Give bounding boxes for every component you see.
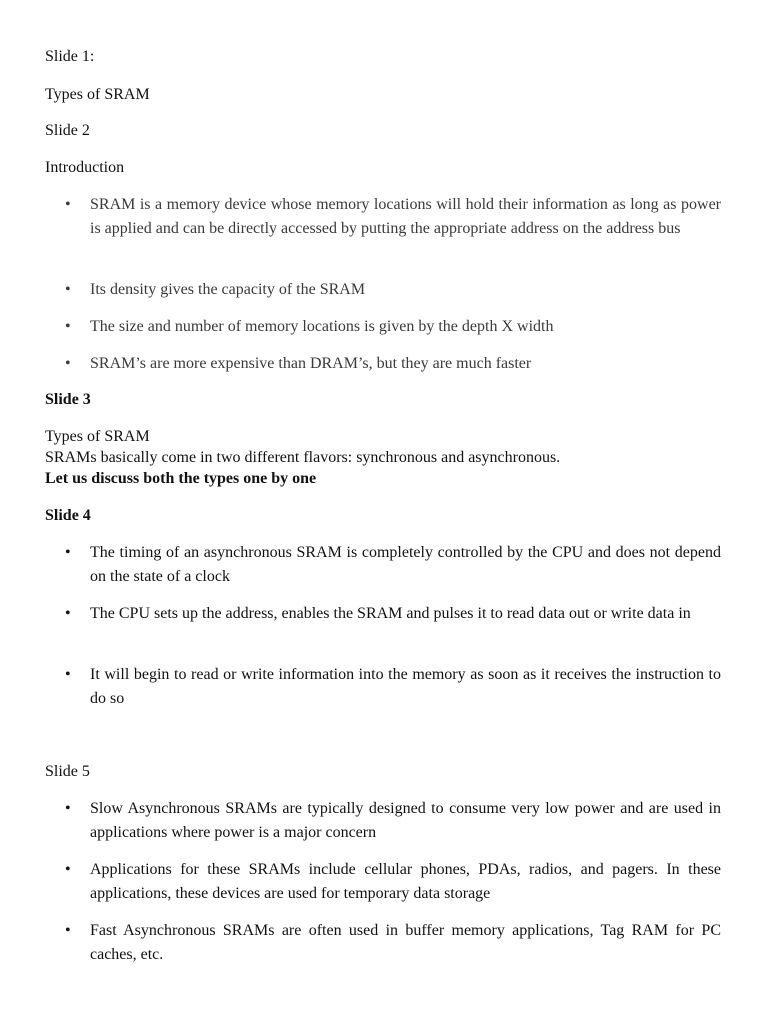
list-item-text: It will begin to read or write information into the memory as soon as it receives the instruction to do so	[90, 666, 721, 708]
bullet-icon: •	[65, 800, 71, 817]
bullet-icon: •	[65, 355, 71, 372]
bullet-icon: •	[65, 281, 71, 298]
bullet-icon: •	[65, 196, 71, 213]
list-item-text: The size and number of memory locations is given by the depth X width	[90, 318, 554, 335]
list-item-text: The timing of an asynchronous SRAM is completely controlled by the CPU and does not depend on the state of a clock	[90, 544, 721, 586]
list-item-text: Its density gives the capacity of the SRAM	[90, 281, 366, 298]
list-item	[45, 858, 721, 907]
list-item-text: Slow Asynchronous SRAMs are typically designed to consume very low power and are used in applications where power is a major concern	[90, 800, 721, 842]
slide-1-title: Types of SRAM	[45, 86, 150, 103]
bullet-icon: •	[65, 318, 71, 335]
list-item	[45, 663, 721, 712]
slide-2-heading: Slide 2	[45, 122, 90, 139]
slide-3-text: SRAMs basically come in two different flavors: synchronous and asynchronous.	[45, 449, 561, 466]
list-item-text: Fast Asynchronous SRAMs are often used in buffer memory applications, Tag RAM for PC caches, etc.	[90, 922, 721, 964]
slide-3-heading: Slide 3	[45, 391, 91, 408]
bullet-icon: •	[65, 666, 71, 683]
list-item	[45, 602, 721, 626]
bullet-icon: •	[65, 544, 71, 561]
list-item	[45, 797, 721, 846]
slide-4-heading: Slide 4	[45, 507, 91, 524]
list-item	[45, 352, 721, 376]
bullet-icon: •	[65, 861, 71, 878]
list-item	[45, 193, 721, 242]
list-item	[45, 541, 721, 590]
slide-3-title: Types of SRAM	[45, 428, 150, 445]
list-item-text: Applications for these SRAMs include cellular phones, PDAs, radios, and pagers. In these applications, these devices are used for temporary data storage	[90, 861, 721, 903]
slide-5-heading: Slide 5	[45, 763, 90, 780]
bullet-icon: •	[65, 605, 71, 622]
list-item-text: The CPU sets up the address, enables the SRAM and pulses it to read data out or write data in	[90, 605, 691, 622]
list-item	[45, 315, 721, 339]
bullet-icon: •	[65, 922, 71, 939]
list-item-text: SRAM is a memory device whose memory locations will hold their information as long as power is applied and can be directly accessed by putting the appropriate address on the address bus	[90, 196, 721, 238]
list-item-text: SRAM’s are more expensive than DRAM’s, but they are much faster	[90, 355, 532, 372]
slide-2-title: Introduction	[45, 159, 125, 176]
slide-3-emphasis: Let us discuss both the types one by one	[45, 470, 317, 487]
list-item	[45, 919, 721, 968]
list-item	[45, 278, 721, 302]
slide-1-heading: Slide 1:	[45, 48, 95, 65]
